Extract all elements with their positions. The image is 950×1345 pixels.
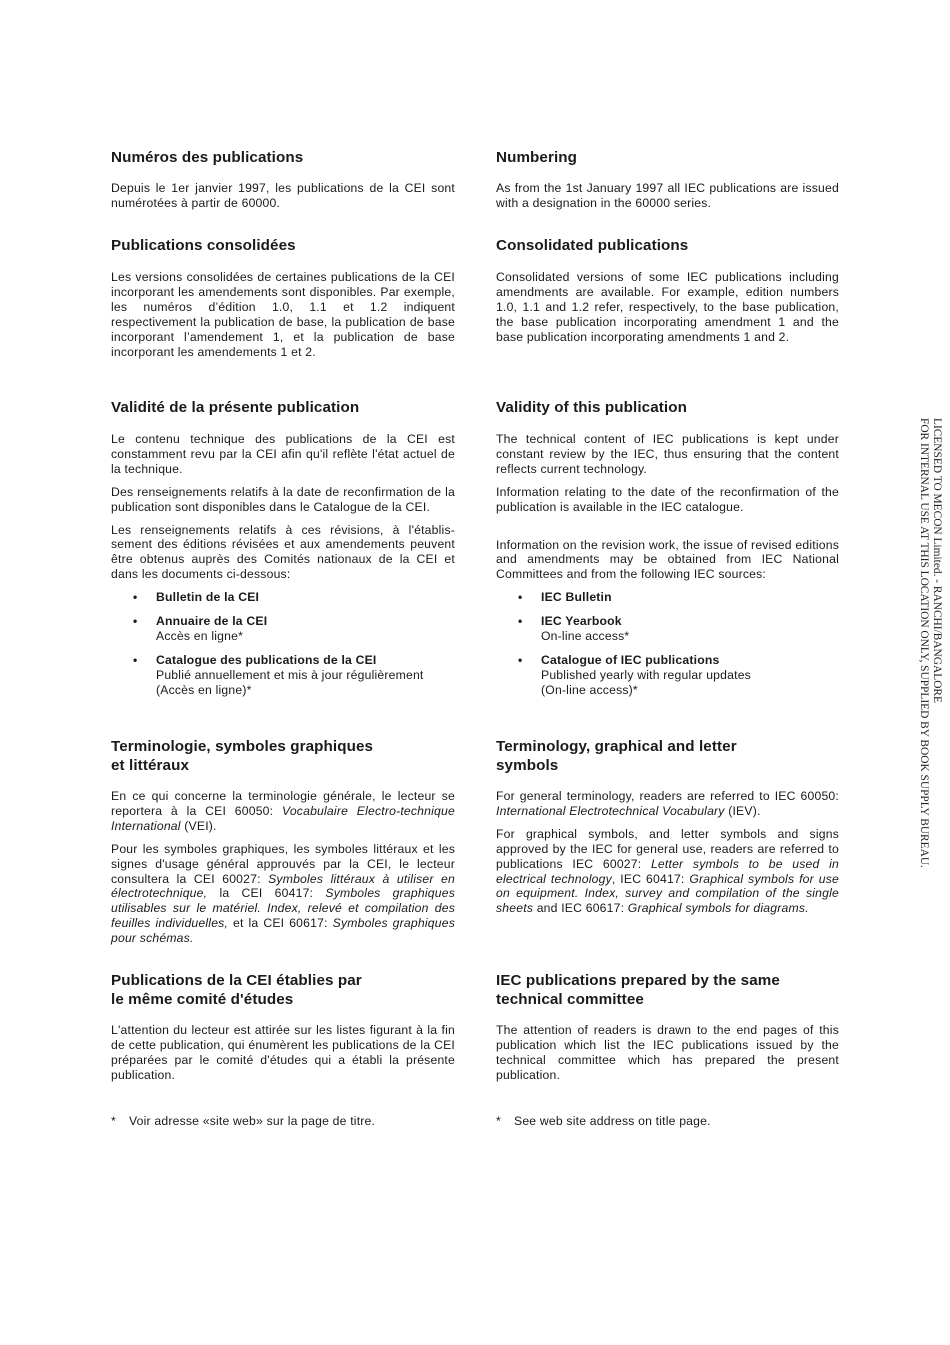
list-item: • Annuaire de la CEI Accès en ligne* [133,614,268,643]
paragraph: Information relating to the date of the reconfirmation of the publication is available in the IEC catalogue. [496,484,839,514]
section-heading: Numéros des publications [111,149,304,166]
paragraph: The attention of readers is drawn to the end pages of this publication which list the IEC publications issued by the technical committee which has prepared the present publication. [496,1023,839,1082]
section-heading: IEC publications prepared by the same technical committee [496,972,780,1008]
sources-list [496,590,839,697]
section-terminology-en [496,737,839,916]
paragraph: Information on the revision work, the issue of revised editions and amendments may be obtained from IEC National Committees and from the following IEC sources: [496,537,839,582]
section-same-committee-fr [111,971,455,1083]
paragraph: For graphical symbols, and letter symbols and signs approved by the IEC for general use, readers are referred to publications IEC 60027: Letter symbols to be used in electrical technology, IEC 60417: Graphical symbols for use on equipment. Index, survey and compilation of the single sheets and IEC 60617: Graphical symbols for diagrams. [496,826,839,916]
paragraph: Pour les symboles graphiques, les symboles littéraux et les signes d'usage général approuvés par la CEI, le lecteur consultera la CEI 60027: Symboles littéraux à utiliser en électrotechnique, la CEI 60417: Symboles graphiques utilisables sur le matériel. Index, relevé et compilation des feuilles individuelles, et la CEI 60617: Symboles graphiques pour schémas. [111,841,456,946]
paragraph: As from the 1st January 1997 all IEC publications are issued with a designation in the 60000 series. [496,181,839,210]
section-heading: Numbering [496,149,578,166]
section-heading: Terminology, graphical and letter symbols [496,738,737,774]
paragraph: Depuis le 1er janvier 1997, les publications de la CEI sont numérotées à partir de 60000. [111,181,455,210]
paragraph: For general terminology, readers are referred to IEC 60050: International Electrotechnical Vocabulary (IEV). [496,789,839,818]
section-heading: Validity of this publication [496,399,687,416]
section-validity-en [496,398,839,707]
section-numbering-en [496,148,839,211]
section-consolidated-fr [111,236,455,359]
section-heading: Validité de la présente publication [111,399,360,416]
paragraph: L'attention du lecteur est attirée sur les listes figurant à la fin de cette publication, qui énumèrent les publications de la CEI préparées par le comité d'études qui a établi la présente publication. [111,1023,455,1082]
paragraph: En ce qui concerne la terminologie générale, le lecteur se reportera à la CEI 60050: Vocabulaire Electro-technique International (VEI). [111,789,455,833]
bullet-icon: • [518,614,523,629]
section-heading: Terminologie, symboles graphiques et littéraux [111,738,374,774]
list-item: • Bulletin de la CEI [133,590,260,605]
section-heading: Publications consolidées [111,237,296,254]
section-heading: Consolidated publications [496,237,689,254]
list-item: • IEC Bulletin [518,590,612,605]
footnote-en: * See web site address on title page. [496,1114,711,1128]
section-heading: Publications de la CEI établies par le même comité d'études [111,972,362,1008]
section-consolidated-en [496,236,839,345]
footnote-fr: * Voir adresse «site web» sur la page de titre. [111,1114,376,1128]
paragraph: Consolidated versions of some IEC publications including amendments are available. For example, edition numbers 1.0, 1.1 and 1.2 refer, respectively, to the base publication, the base publication incorporating amendment 1 and the base publication incorporating amendments 1 and 2. [496,270,839,344]
paragraph: Les versions consolidées de certaines publications de la CEI incorporant les amendements sont disponibles. Par exemple, les numéros d’édition 1.0, 1.1 et 1.2 indiquent respectivement la publication de base, la publication de base incorporant l’amendement 1, et la publication de base incorporant les amendements 1 et 2. [111,270,455,359]
sources-list [111,590,455,697]
paragraph: Le contenu technique des publications de la CEI est constamment revu par la CEI afin qu'il reflète l'état actuel de la technique. [111,432,455,476]
paragraph: The technical content of IEC publications is kept under constant review by the IEC, thus ensuring that the content reflects current technology. [496,432,839,476]
bullet-icon: • [518,652,523,667]
section-same-committee-en [496,971,839,1083]
bullet-icon: • [133,614,138,629]
section-terminology-fr [111,737,455,946]
list-item: • Catalogue des publications de la CEI Publié annuellement et mis à jour régulièrement (Accès en ligne)* [133,652,424,697]
section-validity-fr [111,398,455,707]
paragraph: Des renseignements relatifs à la date de reconfirmation de la publication sont disponibles dans le Catalogue de la CEI. [111,484,455,514]
bullet-icon: • [133,652,138,667]
section-numbering-fr [111,148,455,211]
paragraph: Les renseignements relatifs à ces révisions, à l'établis-sement des éditions révisées et aux amendements peuvent être obtenus auprès des Comités nationaux de la CEI et dans les documents ci-dessous: [111,522,455,582]
list-item: • Catalogue of IEC publications Published yearly with regular updates (On-line access)* [518,652,751,697]
license-stamp: LICENSED TO MECON Limited. - RANCHI/BANGALORE FOR INTERNAL USE AT THIS LOCATION ONLY, SUPPLIED BY BOOK SUPPLY BUREAU. [918,418,943,868]
list-item: • IEC Yearbook On-line access* [518,614,630,644]
bullet-icon: • [518,590,523,605]
bullet-icon: • [133,590,138,605]
